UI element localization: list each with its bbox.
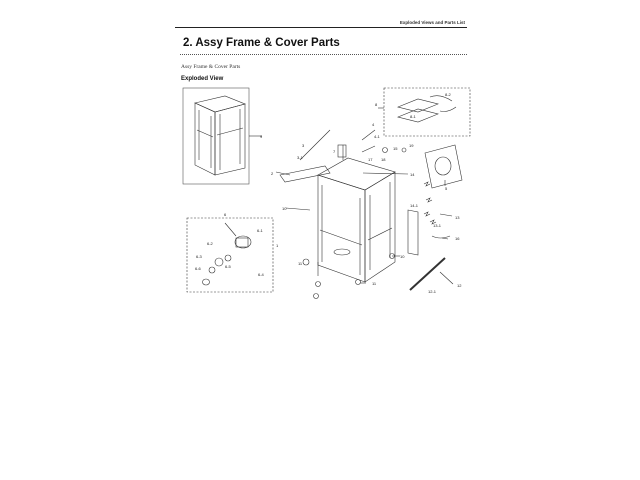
callout-11: 11 <box>298 261 303 266</box>
callout-6-1: 6-1 <box>257 228 263 233</box>
callout-2: 2 <box>271 171 274 176</box>
callout-5: 5 <box>445 186 448 191</box>
callout-6-4: 6-4 <box>258 272 264 277</box>
callout-18: 18 <box>381 157 386 162</box>
callout-12-1: 12-1 <box>428 289 437 294</box>
top-cover-strip <box>280 166 330 182</box>
assembled-frame-illustration <box>195 96 245 175</box>
callout-17: 17 <box>368 157 373 162</box>
callout-13: 13 <box>455 215 460 220</box>
callout-14-1: 14-1 <box>410 203 419 208</box>
callout-14: 14 <box>410 172 415 177</box>
support-rod <box>410 258 445 290</box>
control-parts-illustration <box>398 96 456 122</box>
motor-parts-illustration <box>203 223 252 285</box>
main-cabinet-illustration <box>318 158 395 282</box>
callout-6-5: 6-5 <box>225 264 231 269</box>
callout-9: 9 <box>260 134 263 139</box>
callout-11b: 11 <box>372 281 377 286</box>
callout-19: 19 <box>409 143 414 148</box>
callout-6: 6 <box>224 212 227 217</box>
callout-8-1: 8-1 <box>410 114 416 119</box>
callout-6-3: 6-3 <box>196 254 202 259</box>
side-bracket <box>408 210 418 255</box>
callout-13-1: 13-1 <box>433 223 442 228</box>
control-parts-box <box>384 88 470 136</box>
callout-6-6: 6-6 <box>195 266 201 271</box>
callout-7: 7 <box>333 149 336 154</box>
callout-4: 4 <box>372 122 375 127</box>
section-heading: Exploded View <box>181 76 224 82</box>
callout-8-2: 8-2 <box>445 92 451 97</box>
callout-15: 15 <box>393 146 398 151</box>
callout-4-1: 4-1 <box>374 134 380 139</box>
rear-panel <box>425 145 462 188</box>
callout-12: 12 <box>457 283 462 288</box>
callout-6-2: 6-2 <box>207 241 213 246</box>
callout-10: 10 <box>282 206 287 211</box>
callout-3: 3 <box>302 143 305 148</box>
callout-3-1: 3-1 <box>297 155 303 160</box>
page-title: 2. Assy Frame & Cover Parts <box>183 37 340 49</box>
callout-10b: 10 <box>400 254 405 259</box>
top-rail <box>300 130 330 160</box>
callout-1: 1 <box>276 243 279 248</box>
page-subtitle: Assy Frame & Cover Parts <box>181 64 241 70</box>
running-header: Exploded Views and Parts List <box>399 20 465 25</box>
callout-16: 16 <box>455 236 460 241</box>
callout-8: 8 <box>375 102 378 107</box>
